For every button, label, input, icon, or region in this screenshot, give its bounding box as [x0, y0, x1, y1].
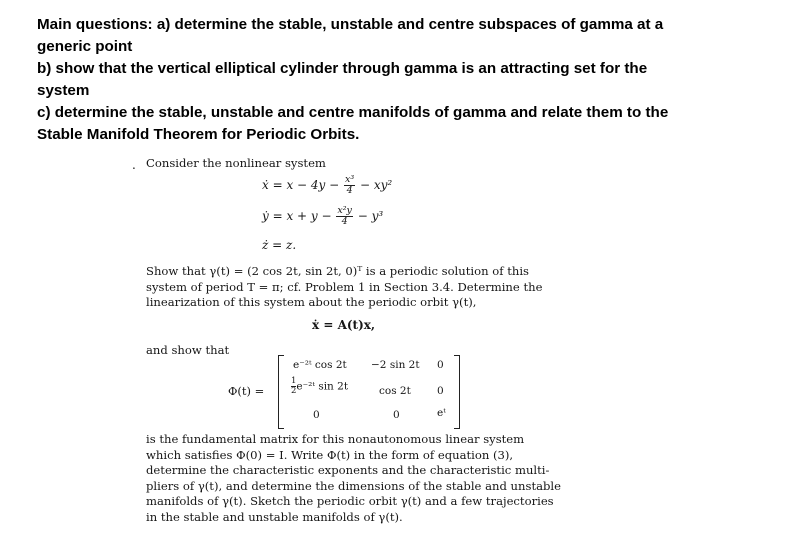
- question-line: Stable Manifold Theorem for Periodic Orbits.: [37, 126, 360, 143]
- problem-paragraph-2: [146, 432, 562, 525]
- equation-y-rhs: − y³: [357, 209, 384, 223]
- matrix-cell-r1c1: e⁻²ᵗ cos 2t: [293, 359, 347, 371]
- equation-x: [262, 175, 392, 196]
- fraction-denominator: 2: [291, 386, 297, 396]
- matrix-cell-r3c2: 0: [393, 409, 400, 421]
- fundamental-matrix: [278, 355, 460, 429]
- paragraph-line: is the fundamental matrix for this nonautonomous linear system: [146, 432, 525, 446]
- question-line: c) determine the stable, unstable and centre manifolds of gamma and relate them to the: [37, 104, 669, 121]
- paragraph-line: which satisfies Φ(0) = I. Write Φ(t) in the form of equation (3),: [146, 447, 514, 462]
- and-show-that: and show that: [146, 343, 230, 357]
- question-line: Main questions: a) determine the stable, unstable and centre subspaces of gamma at a: [37, 16, 664, 33]
- question-line: b) show that the vertical elliptical cylinder through gamma is an attracting set for the: [37, 60, 648, 77]
- matrix-cell-r1c2: −2 sin 2t: [371, 359, 420, 371]
- equation-y-fraction: [336, 206, 353, 227]
- matrix-cell-r2c1: [291, 377, 348, 396]
- fraction-numerator: x³: [345, 174, 355, 185]
- equation-x-fraction: [344, 175, 355, 196]
- equation-y: [262, 206, 383, 227]
- paragraph-line: determine the characteristic exponents and the characteristic multi-: [146, 463, 550, 477]
- matrix-cell-r1c3: 0: [437, 359, 444, 371]
- paragraph-line: linearization of this system about the periodic orbit γ(t),: [146, 295, 477, 309]
- linearization-equation: ẋ = A(t)x,: [312, 318, 376, 332]
- problem-intro: Consider the nonlinear system: [146, 156, 326, 170]
- equation-z: ż = z.: [262, 238, 297, 252]
- fraction-denominator: 4: [346, 185, 353, 196]
- matrix-cell-r2c2: cos 2t: [379, 385, 411, 397]
- equation-y-lhs: ẏ = x + y −: [262, 209, 332, 223]
- paragraph-line: in the stable and unstable manifolds of γ(t).: [146, 509, 403, 524]
- question-line: generic point: [37, 38, 133, 55]
- equation-x-rhs: − xy²: [360, 178, 393, 192]
- fraction-numerator: x²y: [337, 205, 352, 216]
- matrix-cell-r2c3: 0: [437, 385, 444, 397]
- question-line: system: [37, 82, 90, 99]
- fraction-numerator: 1: [291, 376, 297, 386]
- fraction-denominator: 4: [341, 216, 348, 227]
- paragraph-line: pliers of γ(t), and determine the dimensions of the stable and unstable: [146, 478, 562, 493]
- phi-label: Φ(t) =: [228, 384, 265, 398]
- equation-x-lhs: ẋ = x − 4y −: [262, 178, 340, 192]
- matrix-cell-r2c1-rest: e⁻²ᵗ sin 2t: [296, 380, 349, 393]
- problem-paragraph-1: [146, 264, 548, 311]
- problem-bullet: .: [132, 158, 136, 172]
- paragraph-line: system of period T = π; cf. Problem 1 in Section 3.4. Determine the: [146, 279, 543, 294]
- matrix-cell-r3c1: 0: [313, 409, 320, 421]
- paragraph-line: manifolds of γ(t). Sketch the periodic orbit γ(t) and a few trajectories: [146, 494, 554, 508]
- matrix-cell-r3c3: eᵗ: [437, 407, 446, 419]
- paragraph-line: Show that γ(t) = (2 cos 2t, sin 2t, 0)ᵀ is a periodic solution of this: [146, 264, 529, 278]
- main-questions: [37, 14, 757, 146]
